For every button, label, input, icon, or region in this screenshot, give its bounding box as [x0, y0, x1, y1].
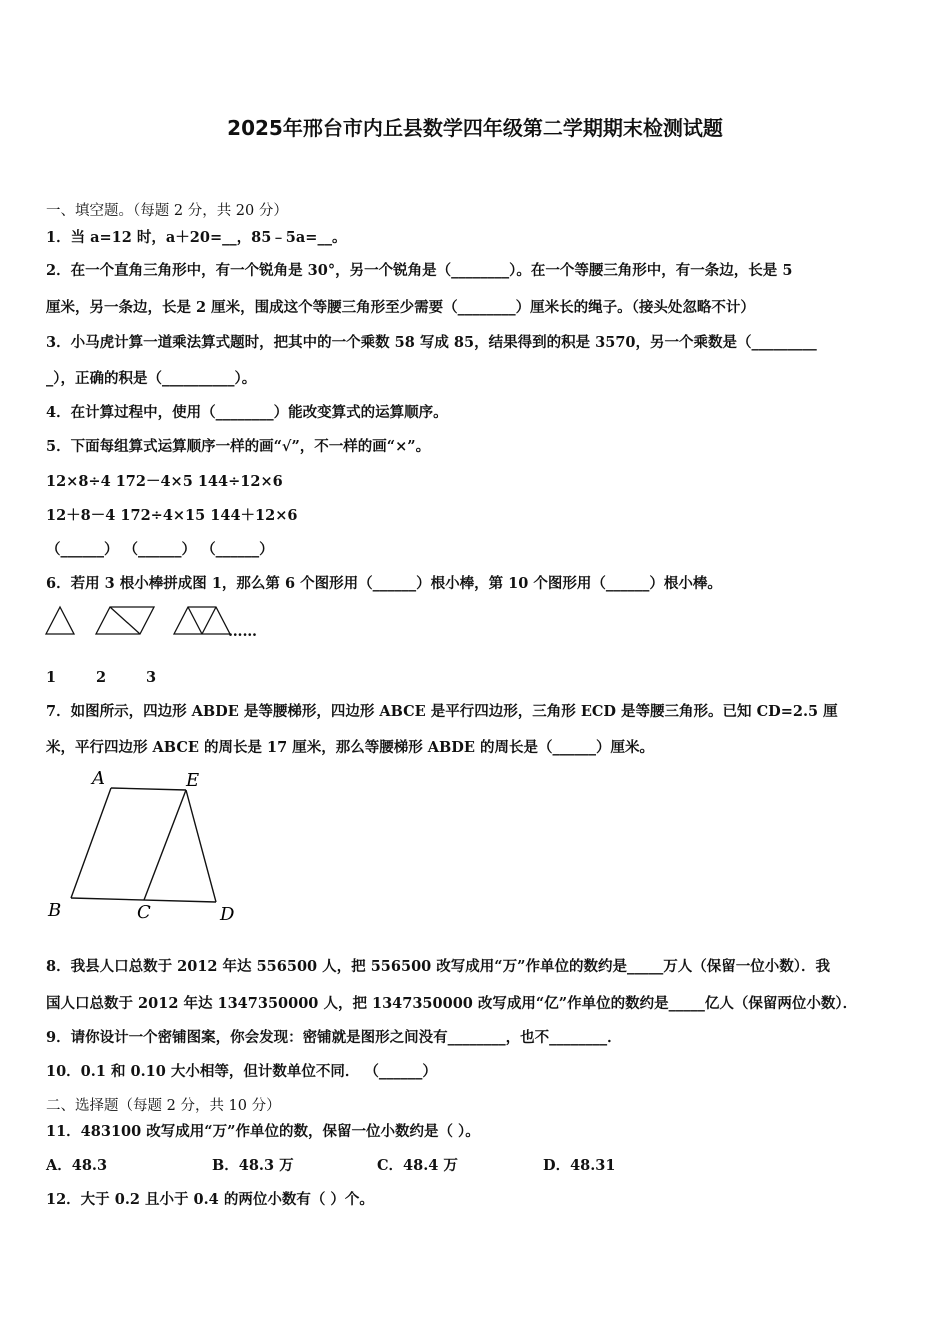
edge-AB [71, 788, 111, 898]
point-label-D: D [220, 904, 235, 925]
question-11: 11．483100 改写成用“万”作单位的数，保留一位小数约是（ ）。 [46, 1123, 480, 1140]
question-2-line-1: 2．在一个直角三角形中，有一个锐角是 30°，另一个锐角是（________）。在一个等腰三角形中，有一条边，长是 5 [46, 262, 793, 279]
question-3-line-2: _），正确的积是（__________）。 [46, 370, 257, 387]
question-6: 6．若用 3 根小棒拼成图 1，那么第 6 个图形用（______）根小棒，第 10 个图形用（______）根小棒。 [46, 575, 722, 592]
point-label-C: C [137, 902, 151, 923]
section-2-heading: 二、选择题（每题 2 分，共 10 分） [46, 1098, 281, 1114]
question-2-line-2: 厘米，另一条边，长是 2 厘米，围成这个等腰三角形至少需要（________）厘米长的绳子。（接头处忽略不计） [46, 299, 755, 316]
figure-1-triangle [46, 607, 74, 634]
question-12: 12．大于 0.2 且小于 0.4 的两位小数有（ ）个。 [46, 1191, 374, 1208]
figure-3-inner-line-1 [188, 607, 202, 634]
figure-label-3: 3 [146, 669, 157, 686]
question-9: 9．请你设计一个密铺图案，你会发现：密铺就是图形之间没有________，也不________． [46, 1029, 622, 1046]
edge-ED [186, 790, 216, 902]
question-7-line-1: 7．如图所示，四边形 ABDE 是等腰梯形，四边形 ABCE 是平行四边形，三角形 ECD 是等腰三角形。已知 CD=2.5 厘 [46, 703, 838, 720]
question-7-line-2: 米，平行四边形 ABCE 的周长是 17 厘米，那么等腰梯形 ABDE 的周长是（______）厘米。 [46, 739, 654, 756]
question-6-ellipsis: …… [228, 623, 257, 640]
figure-label-1: 1 [46, 669, 57, 686]
question-5-row-1: 12×8÷4 172－4×5 144÷12×6 [46, 473, 283, 490]
question-8-line-2: 国人口总数于 2012 年达 1347350000 人，把 1347350000 改写成用“亿”作单位的数约是_____亿人（保留两位小数）． [46, 995, 858, 1012]
trapezoid-figure [40, 762, 250, 932]
point-label-E: E [186, 770, 200, 791]
question-1: 1．当 a=12 时，a＋20=__，85﹣5a=__。 [46, 229, 347, 246]
edge-AE [111, 788, 186, 790]
figure-2-diagonal [110, 607, 140, 634]
edge-EC [144, 790, 186, 900]
question-11-option-a: A．48.3 [46, 1157, 108, 1174]
section-1-heading: 一、填空题。（每题 2 分，共 20 分） [46, 203, 288, 219]
question-11-option-c: C．48.4 万 [377, 1157, 458, 1174]
stick-triangle-figures [44, 604, 234, 638]
question-5-answer-row: （______） （______） （______） [46, 541, 274, 558]
question-3-line-1: 3．小马虎计算一道乘法算式题时，把其中的一个乘数 58 写成 85，结果得到的积是 3570，另一个乘数是（_________ [46, 334, 817, 351]
question-4: 4．在计算过程中，使用（________）能改变算式的运算顺序。 [46, 404, 448, 421]
question-5-row-2: 12＋8－4 172÷4×15 144＋12×6 [46, 507, 298, 524]
point-label-B: B [48, 900, 62, 921]
page-title: 2025年邢台市内丘县数学四年级第二学期期末检测试题 [227, 116, 723, 140]
question-5: 5．下面每组算式运算顺序一样的画“√”，不一样的画“×”。 [46, 438, 431, 455]
question-11-option-b: B．48.3 万 [212, 1157, 294, 1174]
point-label-A: A [92, 768, 105, 789]
figure-3-shape [174, 607, 230, 634]
figure-label-2: 2 [96, 669, 107, 686]
question-8-line-1: 8．我县人口总数于 2012 年达 556500 人，把 556500 改写成用“万”作单位的数约是_____万人（保留一位小数）．我 [46, 958, 830, 975]
question-10: 10．0.1 和 0.10 大小相等，但计数单位不同． （______） [46, 1063, 437, 1080]
question-11-option-d: D．48.31 [543, 1157, 616, 1174]
figure-3-inner-line-2 [202, 607, 216, 634]
